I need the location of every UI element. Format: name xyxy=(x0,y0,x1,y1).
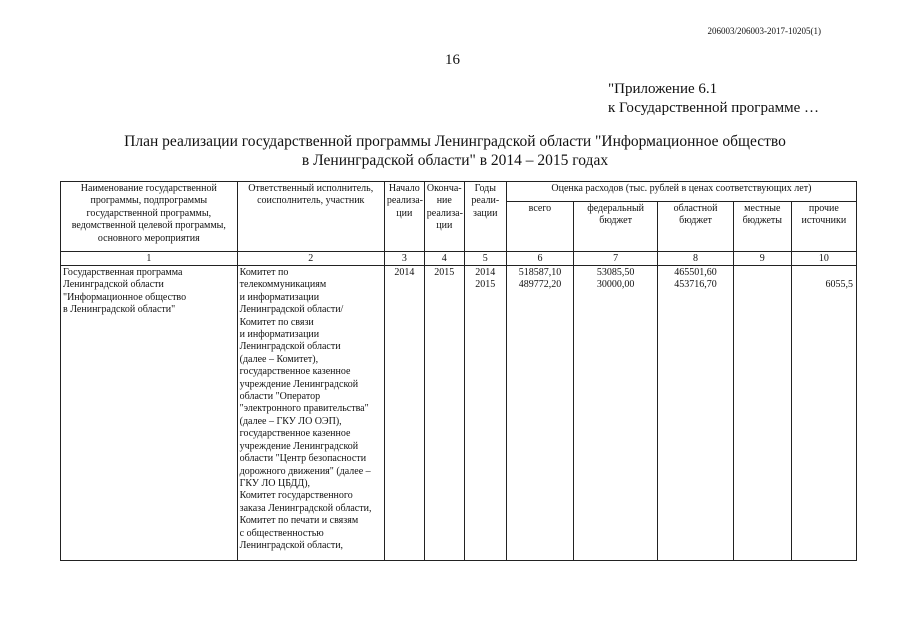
regional-value: 453716,70 xyxy=(674,279,717,291)
executor-line: Ленинградской области/ xyxy=(239,304,344,316)
page-number: 16 xyxy=(445,52,460,68)
executor-line: государственное казенное xyxy=(239,366,351,378)
column-number: 2 xyxy=(237,252,384,266)
column-number: 9 xyxy=(733,252,791,266)
regional-cell xyxy=(658,266,734,561)
column-number: 6 xyxy=(506,252,573,266)
executor-line: Комитет по xyxy=(239,267,289,278)
other-value: 6055,5 xyxy=(825,279,853,291)
program-name-line: "Информационное общество xyxy=(63,291,187,303)
column-number: 5 xyxy=(464,252,506,266)
local-value xyxy=(736,267,789,279)
years-cell xyxy=(464,266,506,561)
other-value xyxy=(794,267,853,279)
column-number: 3 xyxy=(384,252,424,266)
column-number: 4 xyxy=(424,252,464,266)
program-name-line: Ленинградской области xyxy=(63,279,164,291)
other-cell xyxy=(791,266,856,561)
regional-value: 465501,60 xyxy=(674,267,717,278)
start-year-cell: 2014 xyxy=(384,266,424,561)
executor-line: Комитет по печати и связям xyxy=(239,515,359,527)
federal-value: 30000,00 xyxy=(596,279,635,291)
column-number-row xyxy=(61,252,857,266)
appendix-line-1: "Приложение 6.1 xyxy=(608,81,718,97)
executor-cell xyxy=(237,266,384,561)
title-line-1: План реализации государственной программы Ленинградской области "Информационное общество xyxy=(124,133,786,150)
header-other: прочие источники xyxy=(791,202,856,252)
appendix-line-2: к Государственной программе … xyxy=(608,100,819,116)
federal-value: 53085,50 xyxy=(596,267,635,278)
total-value: 518587,10 xyxy=(518,267,562,278)
column-number: 1 xyxy=(61,252,238,266)
executor-line: заказа Ленинградской области, xyxy=(239,502,372,514)
plan-table xyxy=(60,181,857,561)
header-executor: Ответственный исполнитель, соисполнитель, участник xyxy=(237,182,384,252)
executor-line: Ленинградской области, xyxy=(239,539,344,551)
executor-line: (далее – ГКУ ЛО ОЭП), xyxy=(239,415,342,427)
executor-line: с общественностью xyxy=(239,527,324,539)
header-federal: федеральный бюджет xyxy=(574,202,658,252)
executor-line: области "Оператор xyxy=(239,391,321,403)
local-cell xyxy=(733,266,791,561)
executor-line: и информатизации xyxy=(239,291,320,303)
table-row xyxy=(61,266,857,561)
total-value: 489772,20 xyxy=(518,279,562,291)
executor-line: Комитет по связи xyxy=(239,316,314,328)
column-number: 10 xyxy=(791,252,856,266)
executor-line: ГКУ ЛО ЦБДД), xyxy=(239,477,311,489)
column-number: 7 xyxy=(574,252,658,266)
program-name-line: в Ленинградской области" xyxy=(63,304,176,316)
total-cell xyxy=(506,266,573,561)
column-number: 8 xyxy=(658,252,734,266)
executor-line: дорожного движения" (далее – xyxy=(239,465,371,477)
executor-line: области "Центр безопасности xyxy=(239,453,367,465)
title-line-2: в Ленинградской области" в 2014 – 2015 годах xyxy=(301,152,609,169)
header-cost-group: Оценка расходов (тыс. рублей в ценах соответствующих лет) xyxy=(506,182,856,202)
header-start: Начало реализа-ции xyxy=(384,182,424,252)
executor-line: государственное казенное xyxy=(239,428,351,440)
executor-line: и информатизации xyxy=(239,329,320,341)
document-id: 206003/206003-2017-10205(1) xyxy=(707,26,821,36)
appendix-heading xyxy=(608,80,819,118)
executor-line: учреждение Ленинградской xyxy=(239,378,359,390)
program-name-cell xyxy=(61,266,238,561)
document-title xyxy=(60,132,850,170)
header-regional: областной бюджет xyxy=(658,202,734,252)
executor-line: Ленинградской области xyxy=(239,341,341,353)
executor-line: учреждение Ленинградской xyxy=(239,440,359,452)
year-value: 2014 xyxy=(475,267,496,278)
header-name: Наименование государственной программы, подпрограммы государственной программы, ведомственной целевой программы, основного мероприятия xyxy=(61,182,238,252)
executor-line: Комитет государственного xyxy=(239,490,353,502)
executor-line: "электронного правительства" xyxy=(239,403,369,415)
end-year-cell: 2015 xyxy=(424,266,464,561)
executor-line: телекоммуникациям xyxy=(239,279,327,291)
header-total: всего xyxy=(506,202,573,252)
program-name-line: Государственная программа xyxy=(63,267,183,278)
header-years: Годы реали-зации xyxy=(464,182,506,252)
header-local: местные бюджеты xyxy=(733,202,791,252)
year-value: 2015 xyxy=(475,279,496,291)
federal-cell xyxy=(574,266,658,561)
local-value xyxy=(736,279,789,291)
header-end: Оконча-ние реализа-ции xyxy=(424,182,464,252)
executor-line: (далее – Комитет), xyxy=(239,353,319,365)
